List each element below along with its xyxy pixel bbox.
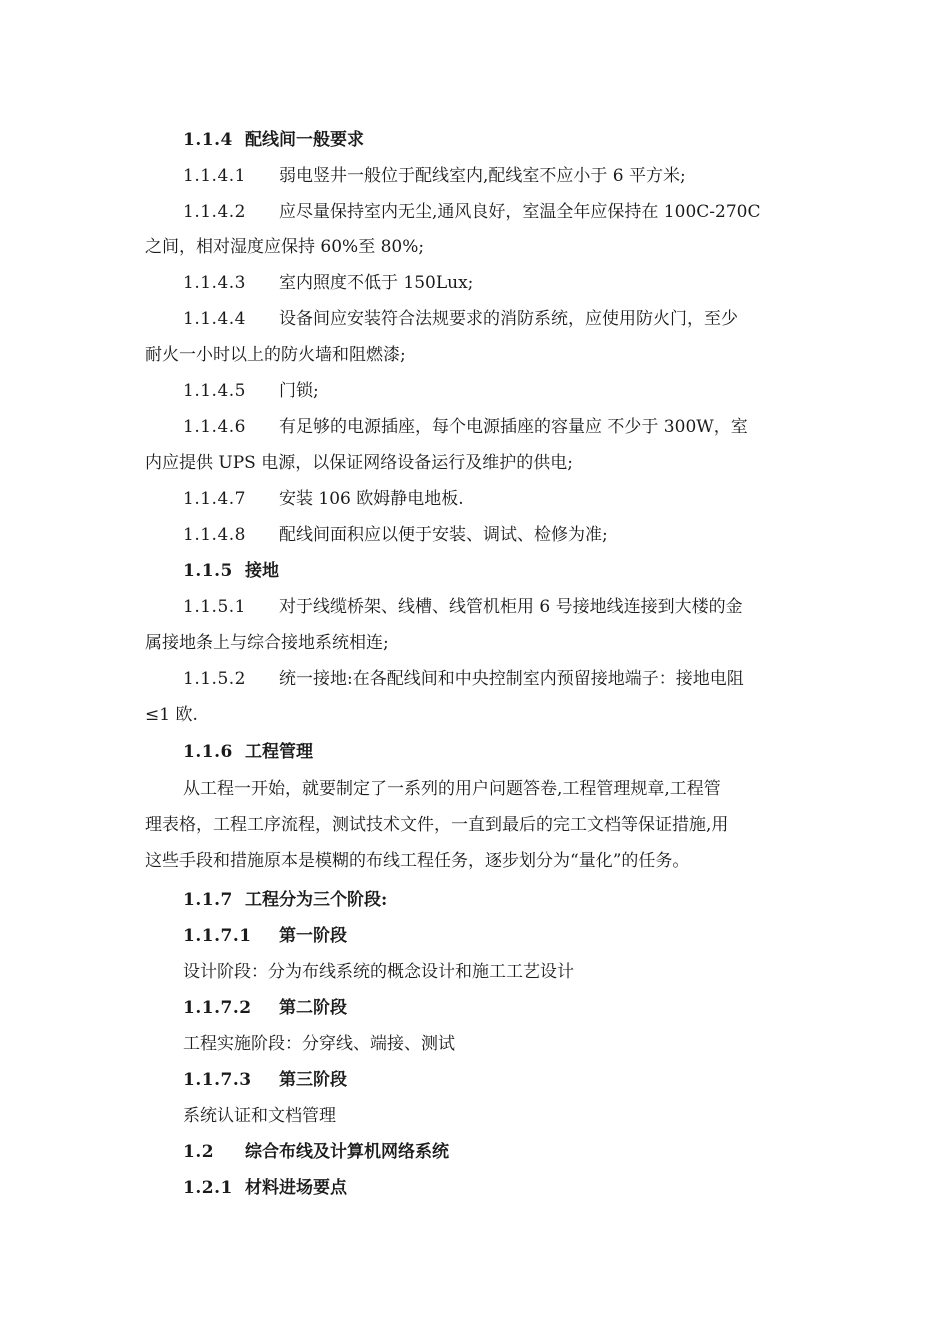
item-text: 有足够的电源插座，每个电源插座的容量应 不少于 300W，室	[279, 417, 748, 437]
item-text: 设备间应安装符合法规要求的消防系统，应使用防火门，至少	[279, 309, 738, 329]
heading-number: 1.1.5	[183, 561, 233, 581]
item-1-1-4-2	[183, 200, 815, 224]
item-1-1-4-2-cont: 之间，相对湿度应保持 60%至 80%;	[145, 237, 425, 257]
heading-number: 1.2	[183, 1142, 215, 1162]
heading-title: 第一阶段	[279, 926, 347, 946]
heading-1-1-5	[183, 559, 815, 583]
stage-1-text: 设计阶段：分为布线系统的概念设计和施工工艺设计	[183, 962, 574, 982]
heading-number: 1.1.6	[183, 742, 233, 762]
item-1-1-5-2-cont: ≤1 欧.	[145, 705, 198, 725]
item-number: 1.1.5.1	[183, 597, 246, 617]
item-text: 安装 106 欧姆静电地板.	[279, 489, 464, 509]
heading-number: 1.1.7.2	[183, 998, 252, 1018]
heading-1-1-4	[183, 128, 815, 152]
item-text: 统一接地:在各配线间和中央控制室内预留接地端子：接地电阻	[279, 669, 744, 689]
item-1-1-4-4-cont: 耐火一小时以上的防火墙和阻燃漆;	[145, 345, 406, 365]
heading-title: 配线间一般要求	[245, 130, 364, 150]
item-number: 1.1.4.4	[183, 309, 246, 329]
stage-3-text: 系统认证和文档管理	[183, 1106, 336, 1126]
heading-title: 接地	[245, 561, 279, 581]
heading-number: 1.1.7	[183, 890, 233, 910]
item-text: 对于线缆桥架、线槽、线管机柜用 6 号接地线连接到大楼的金	[279, 597, 743, 617]
item-text: 应尽量保持室内无尘,通风良好，室温全年应保持在 100C-270C	[279, 202, 761, 222]
heading-1-1-7-1	[183, 924, 815, 948]
item-number: 1.1.4.1	[183, 166, 246, 186]
heading-number: 1.2.1	[183, 1178, 233, 1198]
item-number: 1.1.4.6	[183, 417, 246, 437]
heading-1-1-7	[183, 888, 815, 912]
item-1-1-5-1-cont: 属接地条上与综合接地系统相连;	[145, 633, 389, 653]
item-number: 1.1.4.7	[183, 489, 246, 509]
heading-1-2	[183, 1140, 815, 1164]
item-1-1-4-5	[183, 379, 815, 403]
heading-title: 材料进场要点	[245, 1178, 347, 1198]
item-1-1-4-7	[183, 487, 815, 511]
item-number: 1.1.4.2	[183, 202, 246, 222]
item-number: 1.1.4.5	[183, 381, 246, 401]
heading-number: 1.1.7.3	[183, 1070, 252, 1090]
item-number: 1.1.5.2	[183, 669, 246, 689]
heading-1-1-7-2	[183, 996, 815, 1020]
heading-title: 综合布线及计算机网络系统	[245, 1142, 449, 1162]
paragraph-1-1-6-line-3: 这些手段和措施原本是模糊的布线工程任务，逐步划分为“量化”的任务。	[145, 851, 690, 871]
paragraph-1-1-6-line-1: 从工程一开始，就要制定了一系列的用户问题答卷,工程管理规章,工程管	[183, 779, 721, 799]
paragraph-1-1-6-line-2: 理表格，工程工序流程，测试技术文件，一直到最后的完工文档等保证措施,用	[145, 815, 729, 835]
item-1-1-4-6-cont: 内应提供 UPS 电源，以保证网络设备运行及维护的供电;	[145, 453, 573, 473]
item-1-1-4-4	[183, 307, 815, 331]
item-text: 弱电竖井一般位于配线室内,配线室不应小于 6 平方米;	[279, 166, 686, 186]
item-number: 1.1.4.8	[183, 525, 246, 545]
heading-number: 1.1.4	[183, 130, 233, 150]
item-text: 室内照度不低于 150Lux;	[279, 273, 474, 293]
heading-1-1-6	[183, 740, 815, 764]
item-1-1-4-8	[183, 523, 815, 547]
item-number: 1.1.4.3	[183, 273, 246, 293]
item-1-1-4-1	[183, 164, 815, 188]
item-1-1-4-3	[183, 271, 815, 295]
heading-title: 第三阶段	[279, 1070, 347, 1090]
item-1-1-5-2	[183, 667, 815, 691]
heading-title: 工程管理	[245, 742, 313, 762]
heading-number: 1.1.7.1	[183, 926, 252, 946]
heading-1-1-7-3	[183, 1068, 815, 1092]
item-1-1-4-6	[183, 415, 815, 439]
item-text: 门锁;	[279, 381, 319, 401]
item-text: 配线间面积应以便于安装、调试、检修为准;	[279, 525, 608, 545]
heading-1-2-1	[183, 1176, 815, 1200]
heading-title: 第二阶段	[279, 998, 347, 1018]
item-1-1-5-1	[183, 595, 815, 619]
stage-2-text: 工程实施阶段：分穿线、端接、测试	[183, 1034, 455, 1054]
heading-title: 工程分为三个阶段:	[245, 890, 388, 910]
